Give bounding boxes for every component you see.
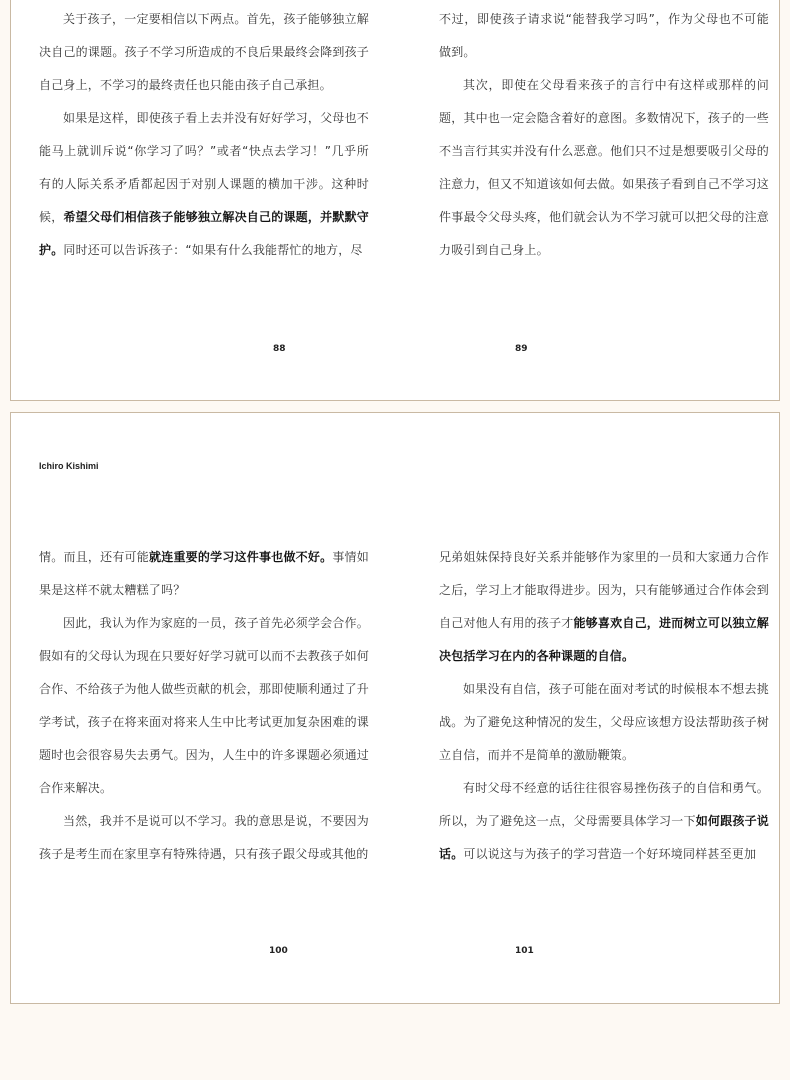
paragraph	[39, 541, 369, 607]
page-number-101: 101	[515, 946, 534, 956]
paragraph	[39, 102, 369, 267]
paragraph	[439, 69, 769, 267]
page-100	[39, 541, 369, 871]
page-89-body	[439, 3, 769, 267]
text-segment: 情。而且，还有可能	[39, 550, 149, 564]
text-segment: 不过，即使孩子请求说“能替我学习吗”，作为父母也不可能做到。	[439, 12, 769, 59]
book-spread-100-101	[10, 412, 780, 1004]
text-segment: 事情如果是这样不就太糟糕了吗？	[39, 550, 369, 597]
emphasized-text: 如何跟孩子说话。	[439, 814, 770, 861]
emphasized-text: 希望父母们相信孩子能够独立解决自己的课题，并默默守护。	[39, 210, 369, 257]
book-spread-88-89	[10, 0, 780, 401]
paragraph	[439, 541, 769, 673]
text-segment: 其次，即使在父母看来孩子的言行中有这样或那样的问题，其中也一定会隐含着好的意图。多数情况下，孩子的一些不当言行其实并没有什么恶意。他们只不过是想要吸引父母的注意力，但又不知道该如何去做。如果孩子看到自己不学习这件事最令父母头疼，他们就会认为不学习就可以把父母的注意力吸引到自己身上。	[439, 78, 769, 257]
paragraph	[439, 772, 769, 871]
paragraph	[39, 3, 369, 102]
text-segment: 同时还可以告诉孩子：“如果有什么我能帮忙的地方，尽	[63, 243, 363, 257]
emphasized-text: 能够喜欢自己，进而树立可以独立解决包括学习在内的各种课题的自信。	[439, 616, 769, 663]
text-segment: 如果没有自信，孩子可能在面对考试的时候根本不想去挑战。为了避免这种情况的发生，父母应该想方设法帮助孩子树立自信，而并不是简单的激励鞭策。	[439, 682, 769, 762]
text-segment: 兄弟姐妹保持良好关系并能够作为家里的一员和大家通力合作之后，学习上才能取得进步。因为，只有能够通过合作体会到自己对他人有用的孩子才	[439, 550, 769, 630]
page-101-body	[439, 541, 769, 871]
paragraph	[439, 673, 769, 772]
page-88-body	[39, 3, 369, 267]
page-89	[439, 3, 769, 267]
emphasized-text: 就连重要的学习这件事也做不好。	[149, 550, 333, 564]
paragraph	[39, 805, 369, 871]
paragraph	[439, 3, 769, 69]
text-segment: 因此，我认为作为家庭的一员，孩子首先必须学会合作。假如有的父母认为现在只要好好学习就可以而不去教孩子如何合作、不给孩子为他人做些贡献的机会，那即使顺利通过了升学考试，孩子在将来面对将来人生中比考试更加复杂困难的课题时也会很容易失去勇气。因为，人生中的许多课题必须通过合作来解决。	[39, 616, 369, 795]
text-segment: 如果是这样，即使孩子看上去并没有好好学习，父母也不能马上就训斥说“你学习了吗？”或者“快点去学习！”几乎所有的人际关系矛盾都起因于对别人课题的横加干涉。这种时候，	[39, 111, 369, 224]
page-number-89: 89	[515, 344, 528, 354]
text-segment: 当然，我并不是说可以不学习。我的意思是说，不要因为孩子是考生而在家里享有特殊待遇，只有孩子跟父母或其他的	[39, 814, 369, 861]
running-header-author: Ichiro Kishimi	[39, 461, 99, 471]
page-101	[439, 541, 769, 871]
text-segment: 关于孩子，一定要相信以下两点。首先，孩子能够独立解决自己的课题。孩子不学习所造成的不良后果最终会降到孩子自己身上，不学习的最终责任也只能由孩子自己承担。	[39, 12, 369, 92]
paragraph	[39, 607, 369, 805]
page-number-100: 100	[269, 946, 288, 956]
page-number-88: 88	[273, 344, 286, 354]
text-segment: 可以说这与为孩子的学习营造一个好环境同样甚至更加	[463, 847, 757, 861]
page-88	[39, 3, 369, 267]
page-100-body	[39, 541, 369, 871]
text-segment: 有时父母不经意的话往往很容易挫伤孩子的自信和勇气。所以，为了避免这一点，父母需要具体学习一下	[439, 781, 769, 828]
